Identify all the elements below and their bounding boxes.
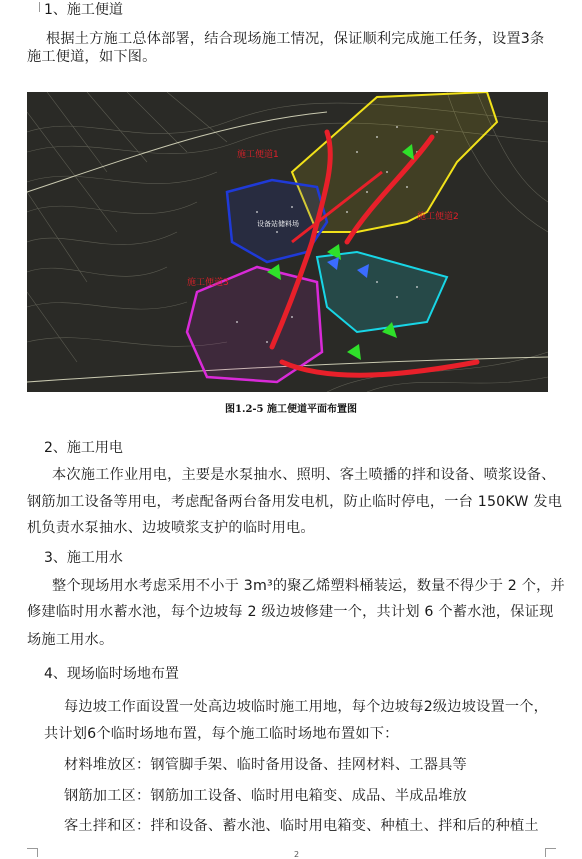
section-paragraph-line: 钢筋加工设备等用电，考虑配备两台备用发电机，防止临时停电，一台 150KW 发电 [27, 494, 563, 510]
site-plan-drawing [27, 92, 548, 392]
section-heading-roads: 1、施工便道 [44, 2, 123, 18]
page-corner-mark [27, 2, 40, 12]
list-item-rebar-area: 钢筋加工区：钢筋加工设备、临时用电箱变、成品、半成品堆放 [64, 788, 467, 804]
site-plan-figure [27, 92, 548, 392]
road-label-3: 施工便道3 [187, 278, 229, 288]
figure-caption: 图1.2-5 施工便道平面布置图 [225, 404, 357, 415]
construction-road-3 [282, 362, 477, 375]
storage-area-label: 设备站储料场 [257, 220, 299, 228]
section-heading-power: 2、施工用电 [44, 440, 123, 456]
list-item-material-area: 材料堆放区：钢管脚手架、临时备用设备、挂网材料、工器具等 [64, 757, 467, 773]
page-corner-mark [545, 848, 556, 857]
page-number: 2 [294, 850, 300, 859]
section-paragraph-line: 场施工用水。 [27, 632, 114, 648]
section-paragraph-line: 根据土方施工总体部署，结合现场施工情况，保证顺利完成施工任务，设置3条 [46, 31, 545, 47]
section-heading-water: 3、施工用水 [44, 550, 123, 566]
section-paragraph-line: 机负责水泵抽水、边坡喷浆支护的临时用电。 [27, 520, 315, 536]
section-paragraph-line: 修建临时用水蓄水池，每个边坡每 2 级边坡修建一个，共计划 6 个蓄水池，保证现 [27, 604, 554, 620]
section-paragraph-line: 本次施工作业用电，主要是水泵抽水、照明、客土喷播的拌和设备、喷浆设备、 [52, 467, 556, 483]
section-paragraph-line: 整个现场用水考虑采用不小于 3m³的聚乙烯塑料桶装运，数量不得少于 2 个，并 [52, 578, 565, 594]
road-label-2: 施工便道2 [417, 212, 459, 222]
section-paragraph-line: 施工便道，如下图。 [27, 49, 157, 65]
page-corner-mark [27, 848, 38, 857]
list-item-soil-mixing-area: 客土拌和区：拌和设备、蓄水池、临时用电箱变、种植土、拌和后的种植土 [64, 818, 539, 834]
section-paragraph-line: 共计划6个临时场地布置，每个施工临时场地布置如下： [44, 726, 399, 742]
section-paragraph-line: 每边坡工作面设置一处高边坡临时施工用地，每个边坡每2级边坡设置一个， [64, 699, 549, 715]
section-heading-site-layout: 4、现场临时场地布置 [44, 666, 179, 682]
road-centerline [27, 112, 327, 192]
road-label-1: 施工便道1 [237, 150, 279, 160]
